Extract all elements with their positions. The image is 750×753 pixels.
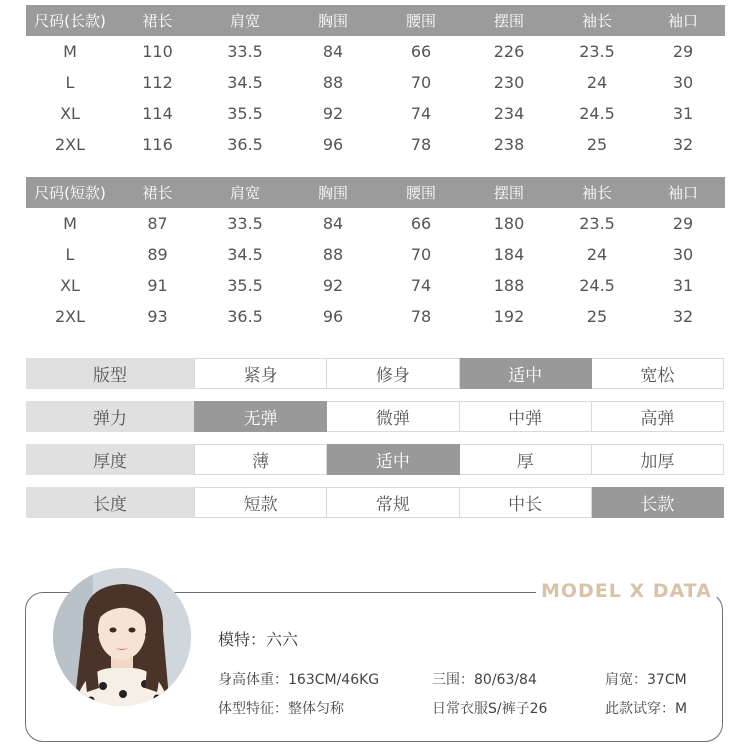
table-cell: 96 — [322, 307, 344, 326]
table-cell: 66 — [410, 214, 432, 233]
table-cell: XL — [60, 104, 80, 123]
table-cell: XL — [60, 276, 80, 295]
table-cell: 25 — [586, 135, 608, 154]
table-cell: M — [63, 214, 77, 233]
table-cell: 84 — [322, 42, 344, 61]
table-cell: 74 — [410, 104, 432, 123]
attribute-option: 微弹 — [327, 401, 459, 432]
table-cell: 29 — [672, 214, 694, 233]
table-cell: 78 — [410, 135, 432, 154]
table-cell: 24.5 — [579, 104, 615, 123]
header-cell: 摆围 — [493, 184, 524, 202]
table-cell: 70 — [410, 73, 432, 92]
table-row — [26, 36, 725, 67]
table-cell: 34.5 — [227, 245, 263, 264]
header-cell: 袖长 — [581, 12, 612, 30]
table-row — [26, 67, 725, 98]
attribute-option: 厚 — [460, 444, 592, 475]
header-cell: 袖口 — [667, 184, 698, 202]
table-cell: 84 — [322, 214, 344, 233]
table-header — [26, 5, 725, 36]
table-cell: 32 — [672, 307, 694, 326]
header-cell: 胸围 — [317, 184, 348, 202]
attribute-table — [26, 358, 724, 530]
attribute-option: 紧身 — [194, 358, 327, 389]
attribute-label: 长度 — [26, 487, 194, 518]
table-row — [26, 208, 725, 239]
header-cell: 尺码(短款) — [34, 184, 106, 202]
table-row — [26, 239, 725, 270]
table-row — [26, 129, 725, 160]
header-cell: 肩宽 — [229, 184, 260, 202]
header-cell: 胸围 — [317, 12, 348, 30]
model-avatar — [53, 568, 191, 706]
table-cell: 35.5 — [227, 276, 263, 295]
table-cell: 29 — [672, 42, 694, 61]
table-cell: 114 — [142, 104, 173, 123]
table-row — [26, 98, 725, 129]
table-cell: 92 — [322, 276, 344, 295]
attribute-option: 加厚 — [592, 444, 724, 475]
table-header — [26, 177, 725, 208]
attribute-row — [26, 358, 724, 389]
table-cell: 31 — [672, 276, 694, 295]
table-row — [26, 270, 725, 301]
table-cell: 93 — [147, 307, 168, 326]
table-cell: 230 — [493, 73, 525, 92]
table-cell: 226 — [493, 42, 525, 61]
table-cell: 238 — [493, 135, 525, 154]
header-cell: 袖口 — [667, 12, 698, 30]
attribute-option: 高弹 — [592, 401, 724, 432]
table-cell: 33.5 — [227, 214, 263, 233]
table-cell: 110 — [142, 42, 173, 61]
table-cell: 180 — [493, 214, 525, 233]
table-cell: L — [65, 73, 75, 92]
attribute-option: 薄 — [194, 444, 327, 475]
table-cell: M — [63, 42, 77, 61]
model-body-type: 体型特征：整体匀称 — [218, 701, 344, 717]
table-cell: 30 — [672, 73, 694, 92]
header-cell: 裙长 — [142, 12, 173, 30]
attribute-label: 弹力 — [26, 401, 194, 432]
table-cell: 91 — [147, 276, 168, 295]
table-cell: 36.5 — [227, 135, 263, 154]
table-cell: 74 — [410, 276, 432, 295]
attribute-label: 版型 — [26, 358, 194, 389]
attribute-option: 修身 — [327, 358, 459, 389]
attribute-row — [26, 487, 724, 518]
model-measurements: 三围：80/63/84 — [432, 672, 537, 688]
table-cell: 24 — [586, 245, 608, 264]
attribute-option: 适中 — [460, 358, 592, 389]
table-cell: 89 — [147, 245, 168, 264]
model-daily-size: 日常衣服S/裤子26 — [432, 701, 548, 717]
table-row — [26, 301, 725, 332]
header-cell: 腰围 — [405, 12, 436, 30]
attribute-option: 常规 — [327, 487, 459, 518]
table-cell: 88 — [322, 245, 344, 264]
header-cell: 摆围 — [493, 12, 524, 30]
attribute-option: 无弹 — [194, 401, 327, 432]
table-cell: 24 — [586, 73, 608, 92]
table-cell: 34.5 — [227, 73, 263, 92]
table-cell: 116 — [142, 135, 173, 154]
table-cell: 188 — [493, 276, 525, 295]
table-cell: 23.5 — [579, 42, 615, 61]
attribute-row — [26, 444, 724, 475]
table-cell: 112 — [142, 73, 173, 92]
attribute-option: 短款 — [194, 487, 327, 518]
model-name: 模特：六六 — [218, 630, 299, 649]
size-table-short — [26, 177, 725, 332]
table-cell: 184 — [493, 245, 525, 264]
model-data-title: MODEL X DATA — [541, 580, 712, 602]
model-height-weight: 身高体重：163CM/46KG — [218, 672, 380, 688]
table-cell: 70 — [410, 245, 432, 264]
attribute-option: 中弹 — [460, 401, 592, 432]
model-try-on: 此款试穿：M — [605, 701, 688, 717]
table-cell: 35.5 — [227, 104, 263, 123]
table-cell: 30 — [672, 245, 694, 264]
table-cell: 92 — [322, 104, 344, 123]
table-cell: 87 — [147, 214, 168, 233]
table-cell: 234 — [493, 104, 525, 123]
size-table-long — [26, 5, 725, 160]
attribute-label: 厚度 — [26, 444, 194, 475]
model-shoulder: 肩宽：37CM — [605, 672, 687, 688]
table-cell: 78 — [410, 307, 432, 326]
header-cell: 裙长 — [142, 184, 173, 202]
table-cell: 66 — [410, 42, 432, 61]
attribute-option: 长款 — [592, 487, 724, 518]
header-cell: 袖长 — [581, 184, 612, 202]
table-cell: 32 — [672, 135, 694, 154]
table-cell: 36.5 — [227, 307, 263, 326]
table-cell: 2XL — [54, 307, 86, 326]
table-cell: 25 — [586, 307, 608, 326]
table-cell: 33.5 — [227, 42, 263, 61]
table-cell: 88 — [322, 73, 344, 92]
table-cell: 192 — [493, 307, 525, 326]
header-cell: 肩宽 — [229, 12, 260, 30]
table-cell: L — [65, 245, 75, 264]
table-cell: 31 — [672, 104, 694, 123]
attribute-option: 中长 — [460, 487, 592, 518]
table-cell: 96 — [322, 135, 344, 154]
header-cell: 尺码(长款) — [34, 12, 106, 30]
header-cell: 腰围 — [405, 184, 436, 202]
table-cell: 2XL — [54, 135, 86, 154]
attribute-option: 宽松 — [592, 358, 724, 389]
attribute-row — [26, 401, 724, 432]
table-cell: 23.5 — [579, 214, 615, 233]
attribute-option: 适中 — [327, 444, 459, 475]
table-cell: 24.5 — [579, 276, 615, 295]
